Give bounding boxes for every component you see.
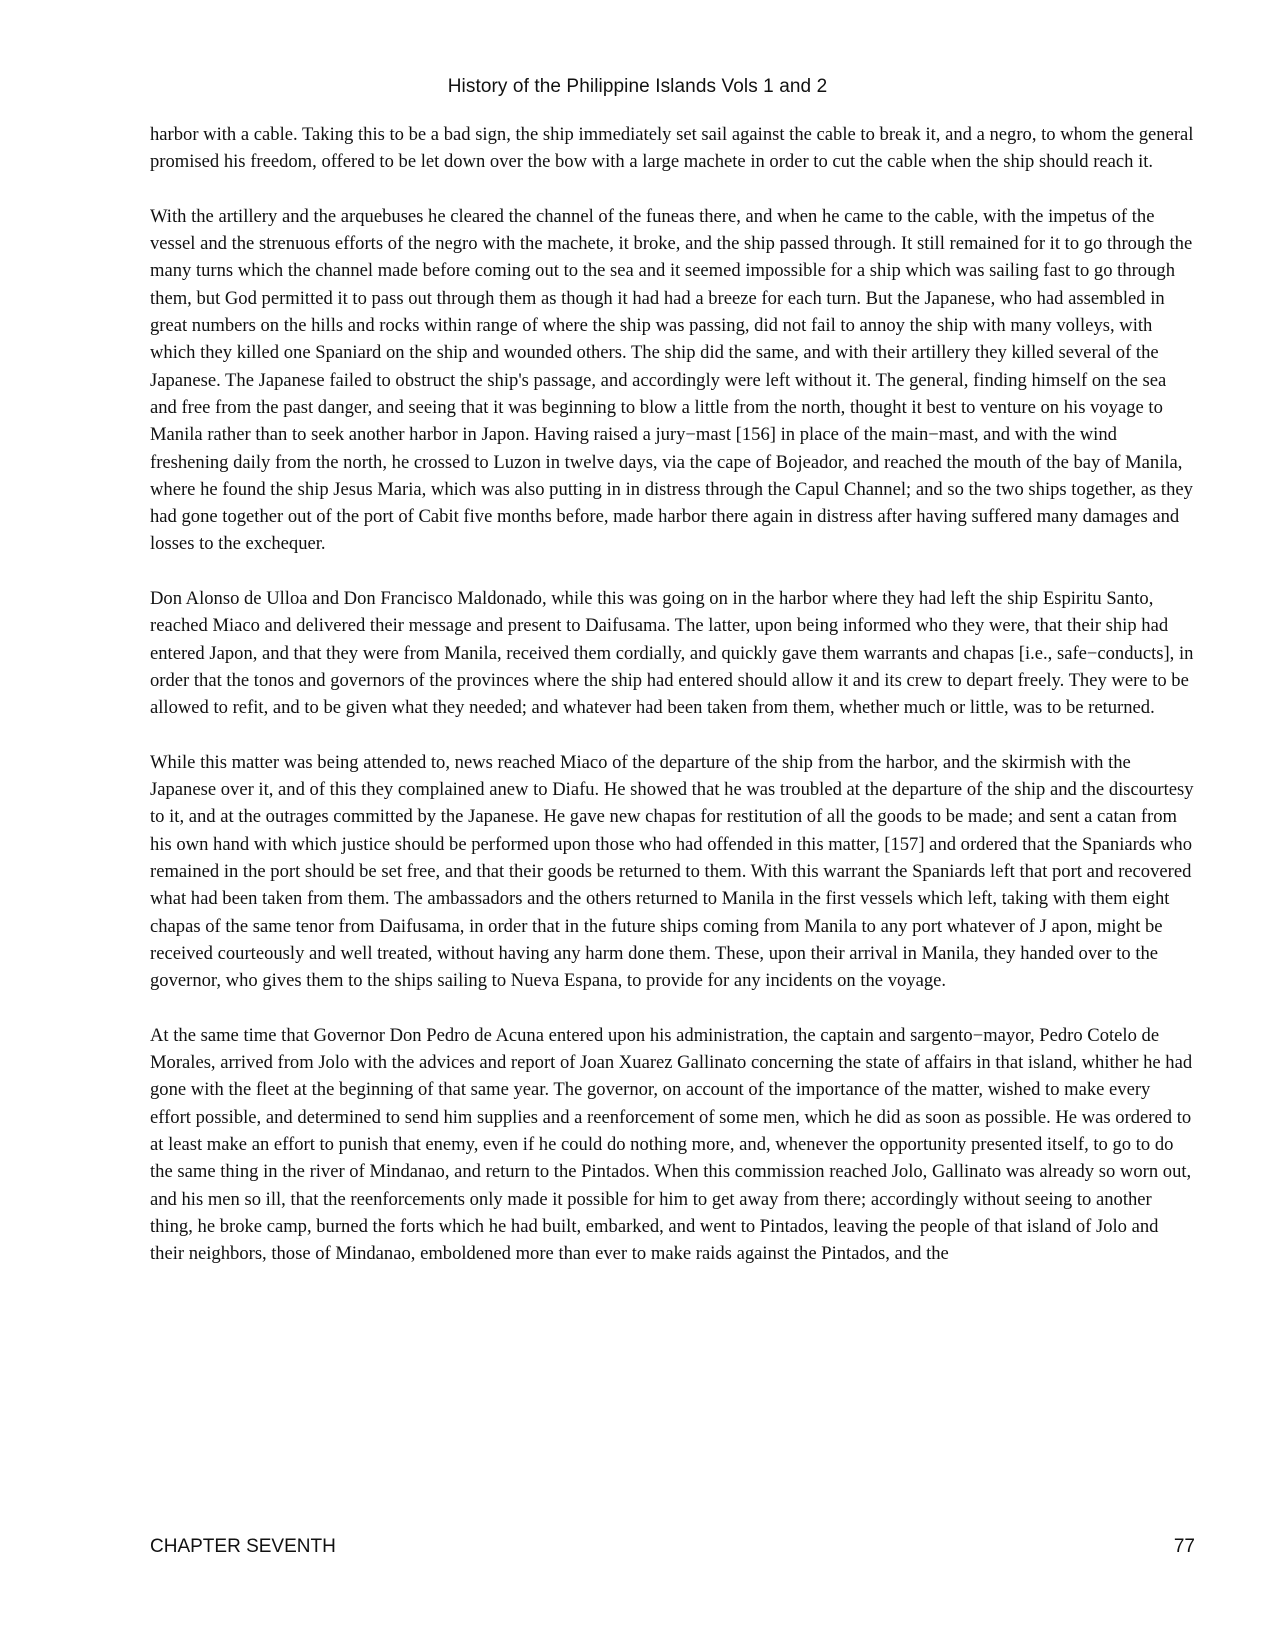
paragraph-5: At the same time that Governor Don Pedro de Acuna entered upon his administration, the captain and sargento−mayor, Pedro Cotelo de Morales, arrived from Jolo with the advices and report of Joan Xuarez Gallinato concerning the state of affairs in that island, whither he had gone with the fleet at the beginning of that same year. The governor, on account of the importance of the matter, wished to make every effort possible, and determined to send him supplies and a reenforcement of some men, which he did as soon as possible. He was ordered to at least make an effort to punish that enemy, even if he could do nothing more, and, whenever the opportunity presented itself, to go to do the same thing in the river of Mindanao, and return to the Pintados. When this commission reached Jolo, Gallinato was already so worn out, and his men so ill, that the reenforcements only made it possible for him to get away from there; accordingly without seeing to another thing, he broke camp, burned the forts which he had built, embarked, and went to Pintados, leaving the people of that island of Jolo and their neighbors, those of Mindanao, emboldened more than ever to make raids against the Pintados, and the xyxy=(150,1024,1193,1265)
running-head-title: History of the Philippine Islands Vols 1 and 2 xyxy=(447,76,828,97)
paragraph-1: harbor with a cable. Taking this to be a bad sign, the ship immediately set sail against the cable to break it, and a negro, to whom the general promised his freedom, offered to be let down over the bow with a large machete in order to cut the cable when the ship should reach it. xyxy=(150,124,1194,173)
paragraph-2: With the artillery and the arquebuses he cleared the channel of the funeas there, and when he came to the cable, with the impetus of the vessel and the strenuous efforts of the negro with the machete, it broke, and the ship passed through. It still remained for it to go through the many turns which the channel made before coming out to the sea and it seemed impossible for a ship which was sailing fast to go through them, but God permitted it to pass out through them as though it had had a breeze for each turn. But the Japanese, who had assembled in great numbers on the hills and rocks within range of where the ship was passing, did not fail to annoy the ship with many volleys, with which they killed one Spaniard on the ship and wounded others. The ship did the same, and with their artillery they killed several of the Japanese. The Japanese failed to obstruct the ship's passage, and accordingly were left without it. The general, finding himself on the sea and free from the past danger, and seeing that it was beginning to blow a little from the north, thought it best to venture on his voyage to Manila rather than to seek another harbor in Japon. Having raised a jury−mast [156] in place of the main−mast, and with the wind freshening daily from the north, he crossed to Luzon in twelve days, via the cape of Bojeador, and reached the mouth of the bay of Manila, where he found the ship Jesus Maria, which was also putting in in distress through the Capul Channel; and so the two ships together, as they had gone together out of the port of Cabit five months before, made harbor there again in distress after having suffered many damages and losses to the exchequer. xyxy=(150,205,1193,555)
paragraph-4: While this matter was being attended to, news reached Miaco of the departure of the ship from the harbor, and the skirmish with the Japanese over it, and of this they complained anew to Diafu. He showed that he was troubled at the departure of the ship and the discourtesy to it, and at the outrages committed by the Japanese. He gave new chapas for restitution of all the goods to be made; and sent a catan from his own hand with which justice should be performed upon those who had offended in this matter, [157] and ordered that the Spaniards who remained in the port should be set free, and that their goods be returned to them. With this warrant the Spaniards left that port and recovered what had been taken from them. The ambassadors and the others returned to Manila in the first vessels which left, taking with them eight chapas of the same tenor from Daifusama, in order that in the future ships coming from Manila to any port whatever of J apon, might be received courteously and well treated, without having any harm done them. These, upon their arrival in Manila, they handed over to the governor, who gives them to the ships sailing to Nueva Espana, to provide for any incidents on the voyage. xyxy=(150,751,1194,992)
paragraph-3: Don Alonso de Ulloa and Don Francisco Maldonado, while this was going on in the harbor where they had left the ship Espiritu Santo, reached Miaco and delivered their message and present to Daifusama. The latter, upon being informed who they were, that their ship had entered Japon, and that they were from Manila, received them cordially, and quickly gave them warrants and chapas [i.e., safe−conducts], in order that the tonos and governors of the provinces where the ship had entered should allow it and its crew to depart freely. They were to be allowed to refit, and to be given what they needed; and whatever had been taken from them, whether much or little, was to be returned. xyxy=(150,588,1194,719)
page-body xyxy=(150,121,1195,1267)
page-footer xyxy=(150,1536,1195,1558)
footer-chapter-title: CHAPTER SEVENTH xyxy=(150,1536,336,1557)
footer-page-number: 77 xyxy=(1173,1536,1195,1557)
